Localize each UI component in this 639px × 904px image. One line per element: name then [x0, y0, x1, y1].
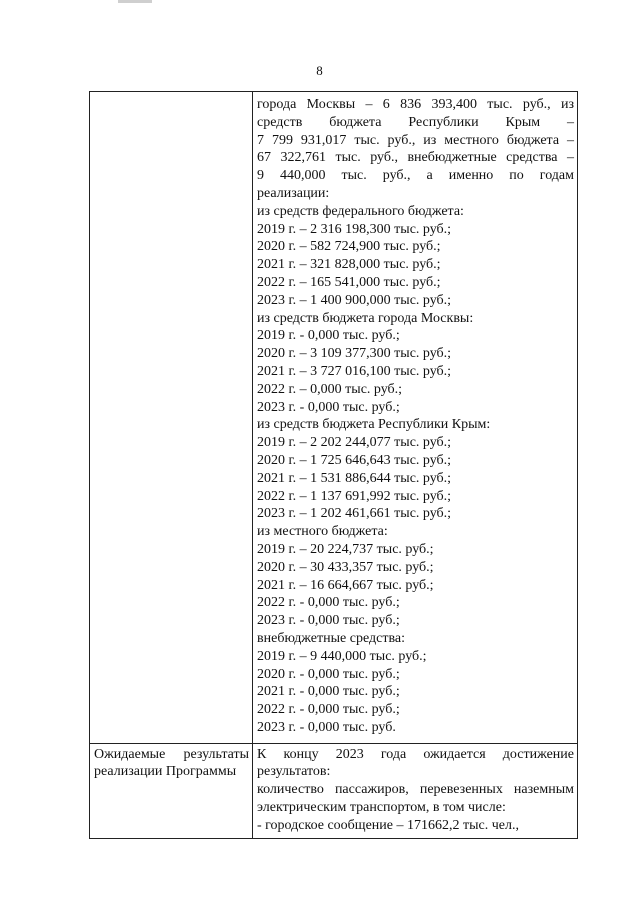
year-amount: 2021 г. – 16 664,667 тыс. руб.;: [257, 577, 434, 593]
year-amount: 2021 г. - 0,000 тыс. руб.;: [257, 684, 400, 700]
passport-table: [89, 91, 578, 839]
funding-content-cell: [253, 92, 578, 744]
year-amount: 2019 г. – 2 202 244,077 тыс. руб.;: [257, 435, 452, 451]
results-intro: К концу 2023 года ожидается достижение результатов:: [257, 746, 574, 780]
results-row: [90, 743, 578, 838]
source-heading-moscow: из средств бюджета города Москвы:: [257, 310, 474, 326]
year-amount: 2020 г. - 0,000 тыс. руб.;: [257, 666, 400, 682]
funding-intro-line: 9 440,000 тыс. руб., а именно по годам: [257, 168, 574, 184]
source-heading-local: из местного бюджета:: [257, 524, 388, 540]
year-amount: 2022 г. - 0,000 тыс. руб.;: [257, 595, 400, 611]
funding-intro-line: 7 799 931,017 тыс. руб., из местного бюджета –: [257, 132, 574, 148]
results-passengers-line: количество пассажиров, перевезенных наземным электрическим транспортом, в том числе:: [257, 782, 574, 816]
results-label: Ожидаемые результаты реализации Программы: [94, 746, 249, 780]
year-amount: 2020 г. – 30 433,357 тыс. руб.;: [257, 559, 434, 575]
funding-row: [90, 92, 578, 744]
year-amount: 2023 г. - 0,000 тыс. руб.: [257, 719, 396, 735]
year-amount: 2022 г. – 165 541,000 тыс. руб.;: [257, 274, 441, 290]
year-amount: 2019 г. – 2 316 198,300 тыс. руб.;: [257, 221, 452, 237]
funding-intro-line: 67 322,761 тыс. руб., внебюджетные средства –: [257, 150, 574, 166]
year-amount: 2019 г. – 9 440,000 тыс. руб.;: [257, 648, 427, 664]
results-label-cell: [90, 743, 253, 838]
page-number: 8: [316, 63, 323, 78]
funding-intro-line: реализации:: [257, 185, 330, 201]
year-amount: 2021 г. – 3 727 016,100 тыс. руб.;: [257, 363, 452, 379]
year-amount: 2023 г. - 0,000 тыс. руб.;: [257, 613, 400, 629]
year-amount: 2022 г. – 1 137 691,992 тыс. руб.;: [257, 488, 452, 504]
year-amount: 2020 г. – 3 109 377,300 тыс. руб.;: [257, 346, 452, 362]
year-amount: 2023 г. – 1 400 900,000 тыс. руб.;: [257, 292, 452, 308]
results-content-cell: [253, 743, 578, 838]
funding-label-cell: [90, 92, 253, 744]
funding-intro-line: города Москвы – 6 836 393,400 тыс. руб., из: [257, 97, 574, 112]
year-amount: 2021 г. – 321 828,000 тыс. руб.;: [257, 257, 441, 273]
year-amount: 2020 г. – 582 724,900 тыс. руб.;: [257, 239, 441, 255]
year-amount: 2019 г. – 20 224,737 тыс. руб.;: [257, 541, 434, 557]
year-amount: 2023 г. – 1 202 461,661 тыс. руб.;: [257, 506, 452, 522]
year-amount: 2022 г. – 0,000 тыс. руб.;: [257, 381, 403, 397]
scan-mark: [118, 0, 152, 3]
cell-spacer: [257, 737, 574, 743]
year-amount: 2021 г. – 1 531 886,644 тыс. руб.;: [257, 470, 452, 486]
results-city-line: - городское сообщение – 171662,2 тыс. чел.,: [257, 817, 519, 833]
source-heading-federal: из средств федерального бюджета:: [257, 203, 464, 219]
year-amount: 2019 г. - 0,000 тыс. руб.;: [257, 328, 400, 344]
source-heading-extrabudgetary: внебюджетные средства:: [257, 630, 405, 646]
year-amount: 2020 г. – 1 725 646,643 тыс. руб.;: [257, 452, 452, 468]
funding-intro-line: средств бюджета Республики Крым –: [257, 114, 574, 130]
source-heading-crimea: из средств бюджета Республики Крым:: [257, 417, 491, 433]
year-amount: 2023 г. - 0,000 тыс. руб.;: [257, 399, 400, 415]
year-amount: 2022 г. - 0,000 тыс. руб.;: [257, 702, 400, 718]
